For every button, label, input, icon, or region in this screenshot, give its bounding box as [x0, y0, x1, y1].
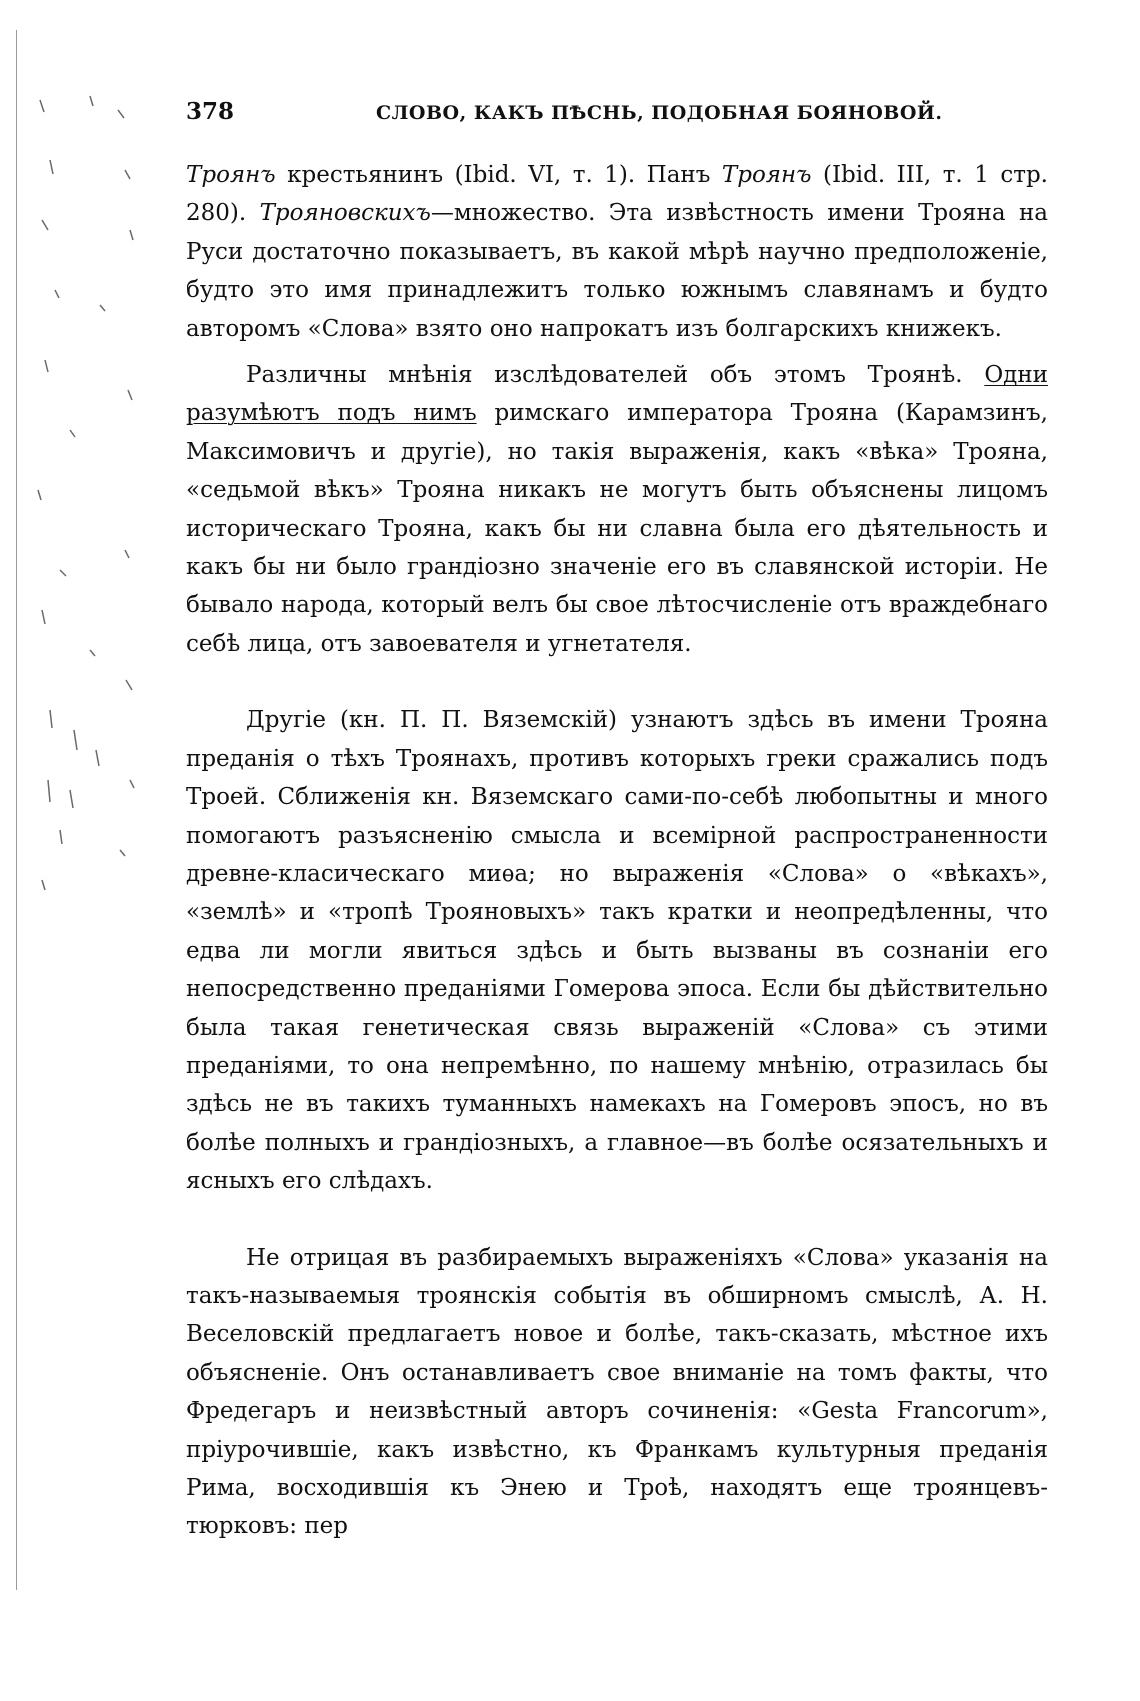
spacer: [186, 348, 1048, 356]
page-number: 378: [186, 98, 235, 125]
paragraph-2: [186, 356, 1048, 663]
italic-word: Троянъ: [186, 162, 276, 188]
text-run: Другіе (кн. П. П. Вяземскій) узнаютъ здѣсь въ имени Трояна преданія о тѣхъ Троянахъ, противъ которыхъ греки сражались подъ Троей. Сближенія кн. Вяземскаго сами-по-себѣ любопытны и много помогаютъ разъясненію смысла и всемірной распространенности древне-класическаго миѳа; но выраженія «Слова» о «вѣкахъ», «землѣ» и «тропѣ Трояновыхъ» такъ кратки и неопредѣленны, что едва ли могли явиться здѣсь и быть вызваны въ сознаніи его непосредственно преданіями Гомерова эпоса. Если бы дѣйствительно была такая генетическая связь выраженій «Слова» съ этими преданіями, то она непремѣнно, по нашему мнѣнію, отразилась бы здѣсь не въ такихъ туманныхъ намекахъ на Гомеровъ эпосъ, но въ болѣе полныхъ и грандіозныхъ, а главное—въ болѣе осязательныхъ и ясныхъ его слѣдахъ.: [186, 707, 1048, 1195]
paragraph-1: [186, 156, 1048, 348]
scan-marks: [30, 90, 160, 910]
italic-word: Трояновскихъ: [259, 200, 431, 227]
text-run: —множество. Эта извѣстность имени Трояна на Руси достаточно показываетъ, въ какой мѣрѣ научно предположеніе, будто это имя принадлежитъ только южнымъ славянамъ и будто авторомъ «Слова» взято оно напрокатъ изъ болгарскихъ книжекъ.: [186, 200, 1048, 342]
text-run: крестьянинъ (Ibid. VI, т. 1). Панъ: [275, 162, 722, 188]
spacer: [186, 663, 1048, 701]
page-content: [186, 98, 1048, 1546]
paragraph-3: [186, 701, 1048, 1200]
underlined-phrase: Одни разумѣютъ подъ нимъ: [186, 362, 1048, 427]
text-run: Не отрицая въ разбираемыхъ выраженіяхъ «Слова» указанія на такъ-называемыя троянскія событія въ обширномъ смыслѣ, А. Н. Веселовскій предлагаетъ новое и болѣе, такъ-сказать, мѣстное ихъ объясненіе. Онъ останавливаетъ свое вниманіе на томъ факты, что Фредегаръ и неизвѣстный авторъ сочиненія: «Gesta Francorum», пріурочившіе, какъ извѣстно, къ Франкамъ культурныя преданія Рима, восходившія къ Энею и Троѣ, находятъ еще троянцевъ-тюрковъ: пер: [186, 1244, 1048, 1540]
italic-word: Троянъ: [721, 162, 812, 188]
paragraph-4: [186, 1239, 1048, 1546]
page-edge-line: [16, 30, 17, 1590]
text-run: (Ibid. III, т. 1 стр. 280).: [186, 162, 1048, 227]
spacer: [186, 1201, 1048, 1239]
running-title: СЛОВО, КАКЪ ПѢСНЬ, ПОДОБНАЯ БОЯНОВОЙ.: [376, 102, 943, 124]
text-run: римскаго императора Трояна (Карамзинъ, Максимовичъ и другіе), но такія выраженія, какъ «вѣка» Трояна, «седьмой вѣкъ» Трояна никакъ не могутъ быть объяснены лицомъ историческаго Трояна, какъ бы ни славна была его дѣятельность и какъ бы ни было грандіозно значеніе его въ славянской исторіи. Не бывало народа, который велъ бы свое лѣтосчисленіе отъ враждебнаго себѣ лица, отъ завоевателя и угнетателя.: [186, 400, 1048, 657]
page-header: [186, 98, 1048, 138]
text-run: Различны мнѣнія изслѣдователей объ этомъ Троянѣ.: [246, 362, 985, 389]
